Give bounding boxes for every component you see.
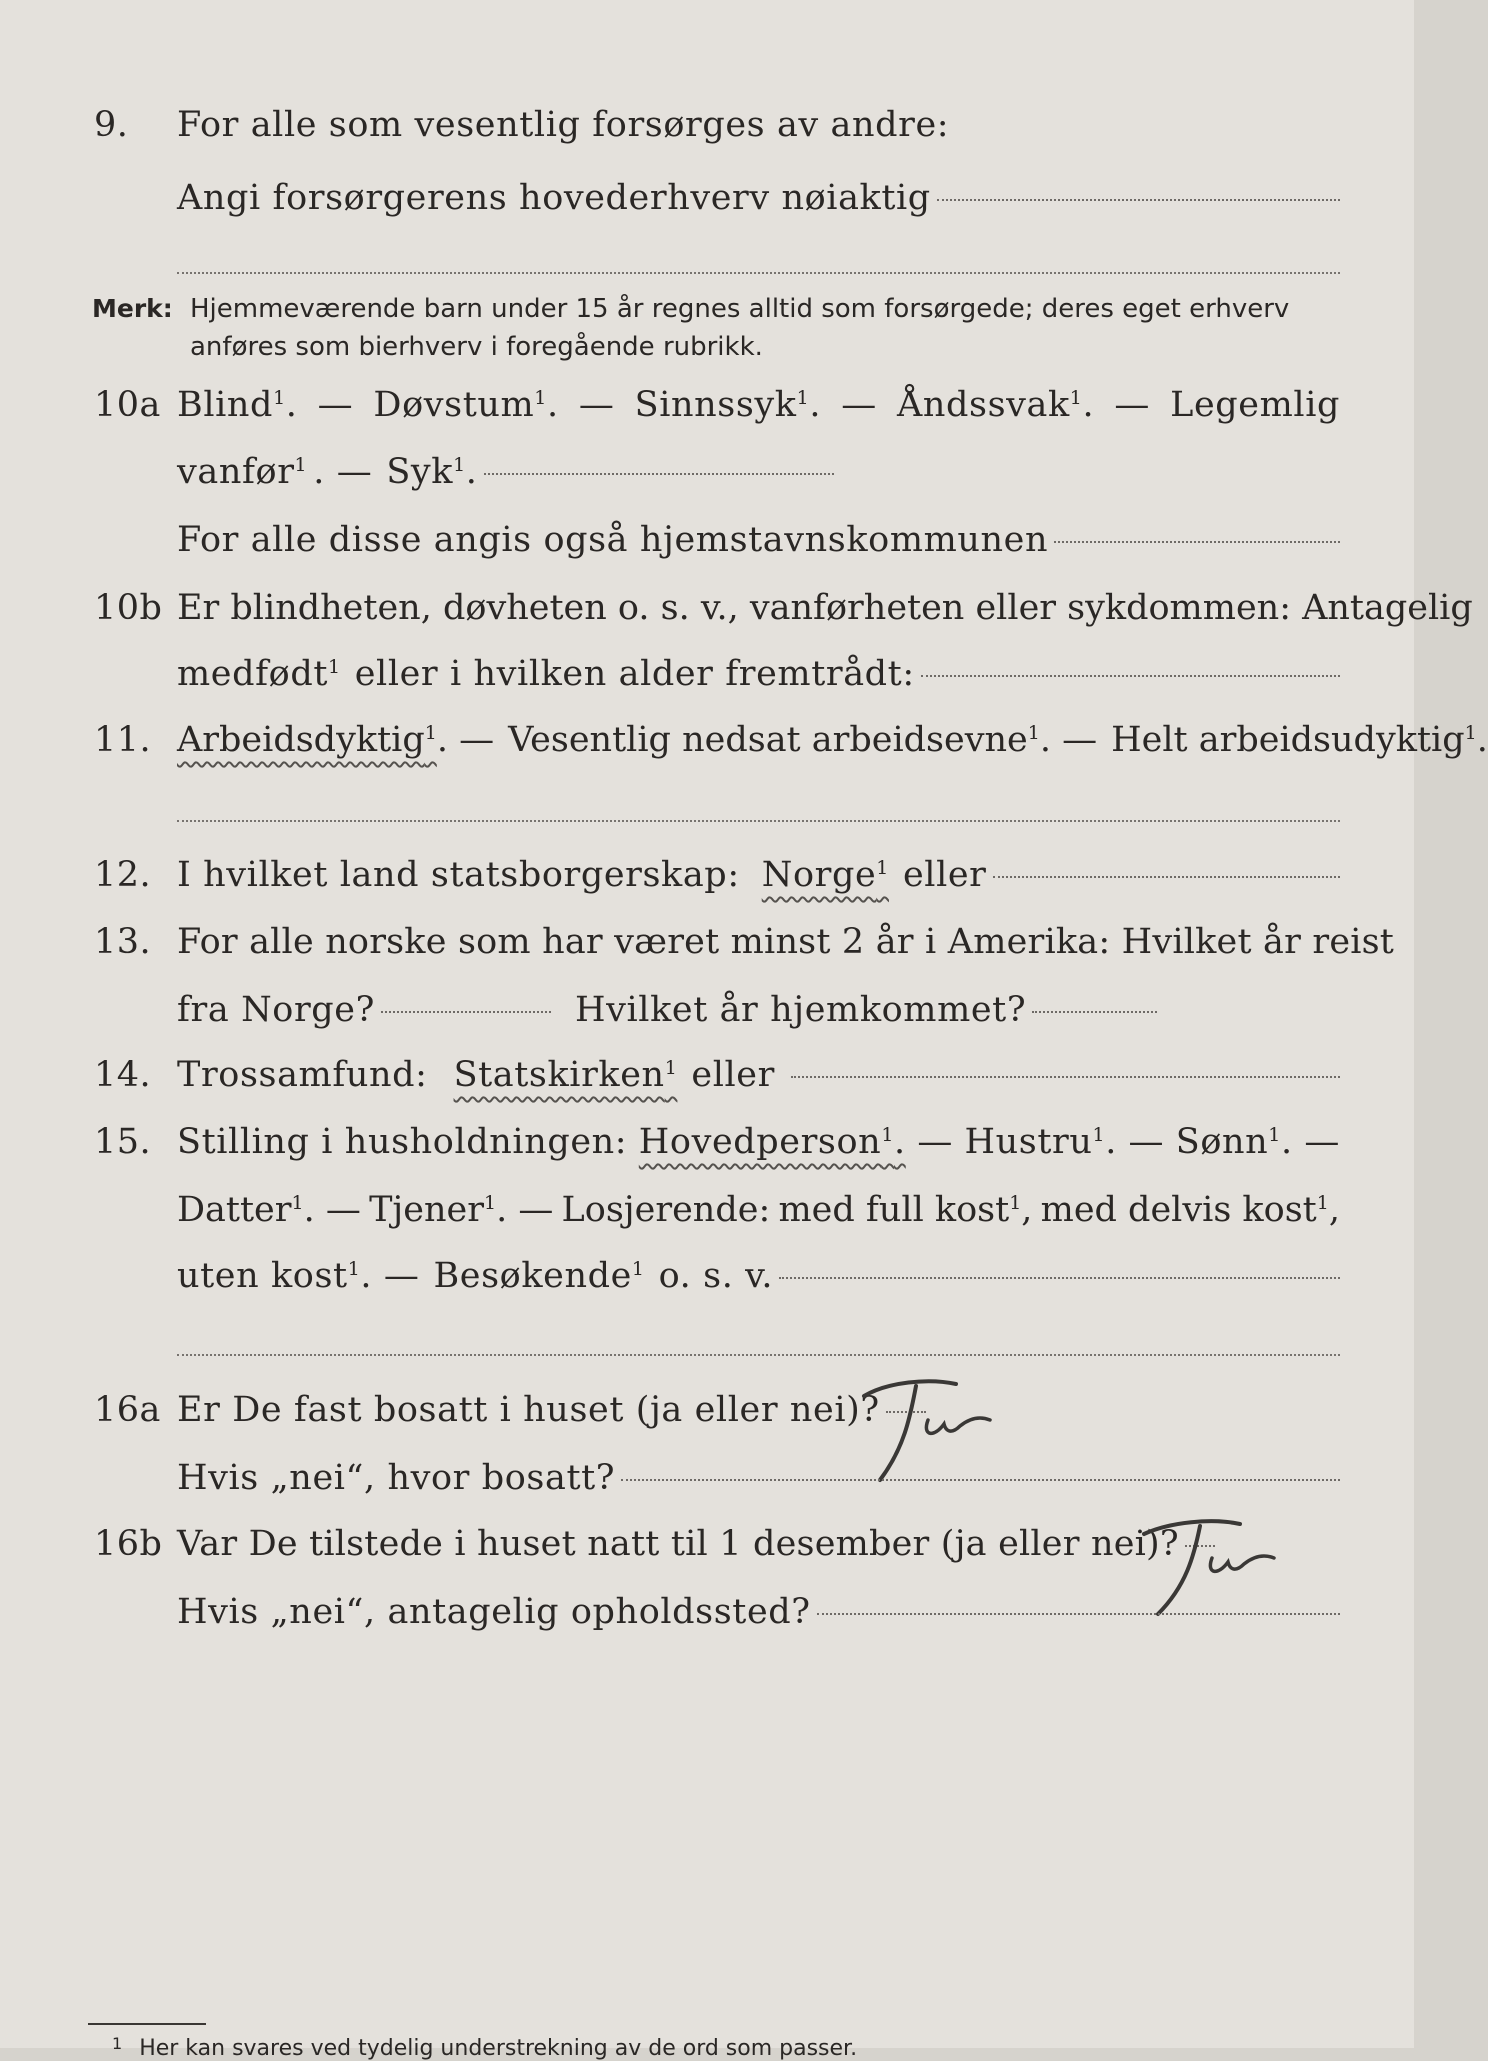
q12-answer-field[interactable] xyxy=(993,876,1340,878)
dash: — xyxy=(841,385,877,425)
q14-eller: eller xyxy=(691,1055,775,1095)
q10b-line-2-text: eller i hvilken alder fremtrådt: xyxy=(354,654,915,694)
q10a-option-syk[interactable]: Syk$^1$. xyxy=(386,452,478,492)
q16b-question: Var De tilstede i huset natt til 1 desember (ja eller nei)? xyxy=(177,1524,1179,1564)
q16b-row-2 xyxy=(0,1592,1414,1652)
dash: — xyxy=(1114,385,1150,425)
q15-extra-answer-line[interactable] xyxy=(177,1354,1340,1356)
q10a-line-2 xyxy=(177,452,1340,492)
q15-line-1 xyxy=(177,1122,1340,1162)
q11-extra-answer-line[interactable] xyxy=(177,820,1340,822)
dash: — xyxy=(317,385,354,425)
dash: — xyxy=(1304,1122,1340,1162)
q14-label: Trossamfund: xyxy=(177,1055,428,1095)
q13-number: 13. xyxy=(94,922,152,962)
q10a-row-3 xyxy=(0,520,1414,580)
q10a-line-3-text: For alle disse angis også hjemstavnskommunen xyxy=(177,520,1049,560)
q10b-option-medfodt[interactable]: medfødt$^1$ xyxy=(177,654,341,694)
q15-row-3 xyxy=(0,1256,1414,1316)
q12-option-norge-selected[interactable]: Norge$^1$ xyxy=(761,855,889,895)
q16a-number: 16a xyxy=(94,1390,161,1430)
q10a-number: 10a xyxy=(94,385,161,425)
q15-line-3 xyxy=(177,1256,1340,1296)
merk-label: Merk: xyxy=(92,294,173,323)
q9-extra-answer-line[interactable] xyxy=(177,272,1340,274)
separator: . — xyxy=(1039,720,1098,760)
q10a-option-andssvak[interactable]: Åndssvak$^1$. xyxy=(896,385,1095,425)
dash: — xyxy=(917,1122,953,1162)
footnote xyxy=(112,2034,857,2061)
q10a-option-blind[interactable]: Blind$^1$. xyxy=(177,385,298,425)
q10b-number: 10b xyxy=(94,588,163,628)
q9-row-1 xyxy=(0,105,1414,165)
q9-line-1: For alle som vesentlig forsørges av andre: xyxy=(177,105,950,145)
merk-line-2: anføres som bierhverv i foregående rubrikk. xyxy=(190,332,763,362)
q11-option-vesentlig[interactable]: Vesentlig nedsat arbeidsevne$^1$ xyxy=(508,720,1040,760)
q15-option-med-full-kost[interactable]: med full kost$^1$, xyxy=(778,1190,1033,1230)
q15-row-1 xyxy=(0,1122,1414,1182)
q14-line xyxy=(177,1055,1340,1095)
q13-row-1 xyxy=(0,922,1414,982)
q12-number: 12. xyxy=(94,855,152,895)
q15-line-2 xyxy=(177,1190,1340,1230)
q13-fra-text: fra Norge? xyxy=(177,990,375,1030)
q10a-hjemstavn-answer-field[interactable] xyxy=(1054,541,1340,543)
q9-row-2 xyxy=(0,178,1414,238)
q11-number: 11. xyxy=(94,720,152,760)
q12-eller: eller xyxy=(902,855,987,895)
q16a-line-2 xyxy=(177,1458,1340,1498)
q15-option-hovedperson-selected[interactable]: Hovedperson$^1$. xyxy=(638,1122,906,1162)
q11-option-arbeidsdyktig-selected[interactable]: Arbeidsdyktig$^1$ xyxy=(177,720,437,760)
q13-hjem-text: Hvilket år hjemkommet? xyxy=(575,990,1027,1030)
q15-answer-field[interactable] xyxy=(779,1277,1340,1279)
q16b-followup: Hvis „nei“, antagelig opholdssted? xyxy=(177,1592,811,1632)
q10a-row-2 xyxy=(0,452,1414,512)
q16b-number: 16b xyxy=(94,1524,163,1564)
dash: — xyxy=(578,385,615,425)
q12-line xyxy=(177,855,1340,895)
q13-row-2 xyxy=(0,990,1414,1050)
q16b-line-2 xyxy=(177,1592,1340,1632)
q15-option-tjener[interactable]: Tjener$^1$. — xyxy=(369,1190,554,1230)
q15-option-uten-kost[interactable]: uten kost$^1$. — xyxy=(177,1256,420,1296)
q11-row xyxy=(0,720,1488,780)
footnote-text: Her kan svares ved tydelig understrekning av de ord som passer. xyxy=(139,2036,858,2061)
merk-line-1: Hjemmeværende barn under 15 år regnes alltid som forsørgede; deres eget erhverv xyxy=(190,294,1290,324)
q10b-line-1: Er blindheten, døvheten o. s. v., vanførheten eller sykdommen: Antagelig xyxy=(177,588,1473,628)
q10a-line-3 xyxy=(177,520,1340,560)
q10b-line-2 xyxy=(177,654,1340,694)
dash: — xyxy=(1128,1122,1165,1162)
q10a-row-1 xyxy=(0,385,1414,445)
q9-line-2-text: Angi forsørgerens hovederhverv nøiaktig xyxy=(177,178,931,218)
q15-option-besokende[interactable]: Besøkende$^1$ xyxy=(433,1256,645,1296)
q16a-followup: Hvis „nei“, hvor bosatt? xyxy=(177,1458,616,1498)
q15-option-sonn[interactable]: Sønn$^1$. xyxy=(1175,1122,1293,1162)
footnote-mark: 1 xyxy=(112,2034,123,2053)
q16a-bosatt-answer-field[interactable] xyxy=(621,1479,1340,1481)
q14-answer-field[interactable] xyxy=(791,1076,1340,1078)
q10b-row-1 xyxy=(0,588,1473,648)
q15-option-med-delvis-kost[interactable]: med delvis kost$^1$, xyxy=(1040,1190,1340,1230)
q15-losjerende: Losjerende: xyxy=(561,1190,771,1230)
q12-row xyxy=(0,855,1414,915)
q9-line-2 xyxy=(177,178,1340,218)
q15-label: Stilling i husholdningen: xyxy=(177,1122,628,1162)
q10a-line-1 xyxy=(177,385,1340,425)
q9-answer-field[interactable] xyxy=(937,199,1340,201)
q14-row xyxy=(0,1055,1414,1115)
footnote-rule xyxy=(88,2023,206,2025)
q15-number: 15. xyxy=(94,1122,152,1162)
q10a-option-legemlig[interactable]: Legemlig xyxy=(1170,385,1340,425)
separator: . — xyxy=(436,720,495,760)
q16a-line-1 xyxy=(177,1390,1340,1430)
q11-line xyxy=(177,720,1488,760)
q16a-row-2 xyxy=(0,1458,1414,1518)
q10a-option-dovstum[interactable]: Døvstum$^1$. xyxy=(373,385,559,425)
q15-option-hustru[interactable]: Hustru$^1$. xyxy=(964,1122,1117,1162)
q16a-question: Er De fast bosatt i huset (ja eller nei)? xyxy=(177,1390,880,1430)
q10a-option-vanfor[interactable]: vanfør$^1$ xyxy=(177,452,308,492)
q15-row-2 xyxy=(0,1190,1414,1250)
q13-reist-answer-field[interactable] xyxy=(381,1011,551,1013)
q13-line-1: For alle norske som har været minst 2 år i Amerika: Hvilket år reist xyxy=(177,922,1395,962)
q16b-opholdssted-answer-field[interactable] xyxy=(817,1613,1340,1615)
q9-number: 9. xyxy=(94,105,129,145)
q14-number: 14. xyxy=(94,1055,152,1095)
q10b-row-2 xyxy=(0,654,1414,714)
q10b-answer-field[interactable] xyxy=(921,675,1340,677)
q13-hjemkommet-answer-field[interactable] xyxy=(1032,1011,1157,1013)
q15-option-datter[interactable]: Datter$^1$. — xyxy=(177,1190,361,1230)
q16a-row-1 xyxy=(0,1390,1414,1450)
q11-option-helt[interactable]: Helt arbeidsudyktig$^1$. xyxy=(1111,720,1488,760)
q13-line-2 xyxy=(177,990,1340,1030)
q10a-option-sinnssyk[interactable]: Sinnssyk$^1$. xyxy=(634,385,822,425)
q12-text: I hvilket land statsborgerskap: xyxy=(177,855,740,895)
q14-option-statskirken-selected[interactable]: Statskirken$^1$ xyxy=(453,1055,678,1095)
separator: . — xyxy=(313,452,373,492)
q15-osv: o. s. v. xyxy=(658,1256,774,1296)
q10a-syk-answer-field[interactable] xyxy=(484,473,834,475)
